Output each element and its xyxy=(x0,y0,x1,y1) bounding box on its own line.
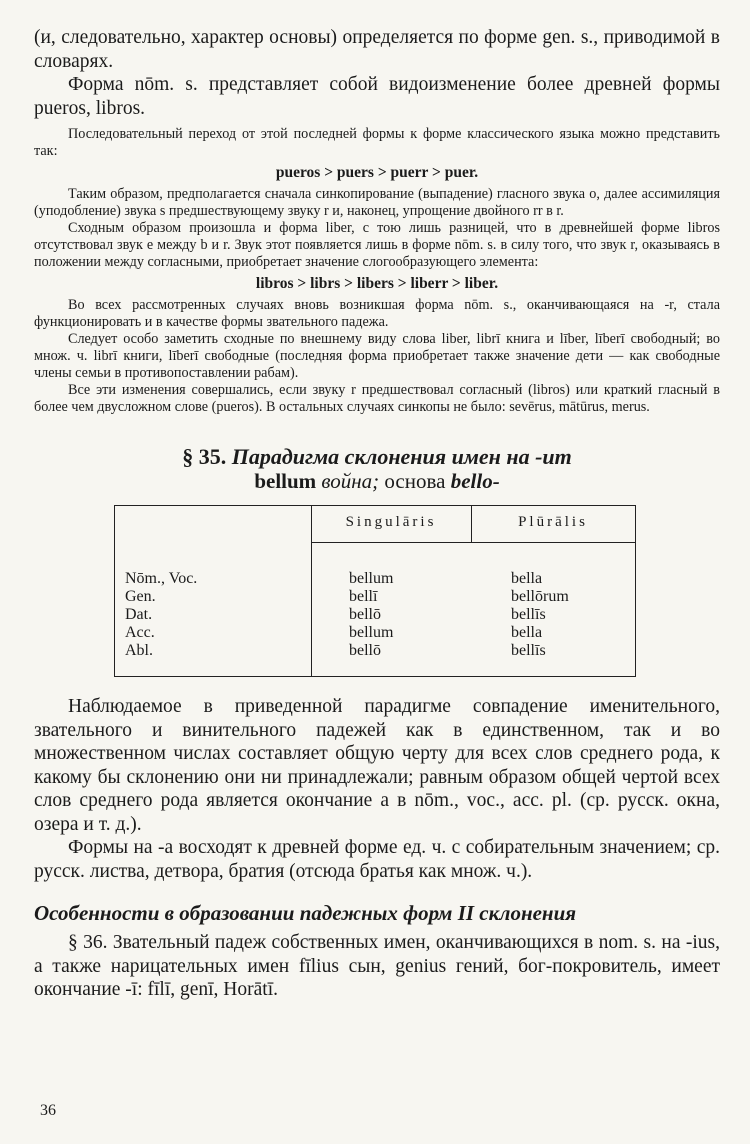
page-number: 36 xyxy=(40,1102,56,1119)
case-column xyxy=(125,570,197,660)
singular-column xyxy=(349,570,393,660)
paradigm-table xyxy=(114,505,636,677)
plural-form: bellōrum xyxy=(511,588,569,605)
plural-form: bellīs xyxy=(511,642,546,659)
section-35-stem-label: основа xyxy=(384,469,446,493)
section-35-gloss: война; xyxy=(321,469,380,493)
plural-form: bella xyxy=(511,570,543,587)
case-label: Abl. xyxy=(125,642,153,659)
singular-form: bellum xyxy=(349,624,394,641)
section-35-stem: bello- xyxy=(450,469,500,493)
header-singularis: Singulāris xyxy=(345,514,437,530)
paragraph-36: § 36. Звательный падеж собственных имен, оканчивающихся в nom. s. на -ius, а также нарицательных имен fīlius сын, genius гений, бог-покровитель, имеет окончание -ī: fīlī, genī, Horātī. xyxy=(34,932,720,1000)
paragraph-8: Все эти изменения совершались, если звуку r предшествовал согласный (libros) или краткий гласный в более чем двусложном слове (pueros). В остальных случаях синкопы не было: sevērus, mātūrus, merus. xyxy=(34,382,720,415)
singular-form: bellī xyxy=(349,588,378,605)
section-35-heading xyxy=(34,444,720,469)
paragraph-7: Следует особо заметить сходные по внешнему виду слова liber, librī книга и līber, līberī свободный; во множ. ч. librī книги, līberī свободные (последняя форма приобретает также значение дети — как свободные члены семьи в противопоставлении рабам). xyxy=(34,331,720,381)
page-body xyxy=(34,26,720,1002)
plural-form: bellīs xyxy=(511,606,546,623)
section-heading-ii-declension: Особенности в образовании падежных форм II склонения xyxy=(34,901,577,925)
paragraph-6: Во всех рассмотренных случаях вновь возникшая форма nōm. s., оканчивающаяся на -r, стала функционировать и в качестве формы звательного падежа. xyxy=(34,297,720,330)
formula-pueros: pueros > puers > puerr > puer. xyxy=(275,164,479,181)
case-label: Dat. xyxy=(125,606,153,623)
paragraph-4: Таким образом, предполагается сначала синкопирование (выпадение) гласного звука o, далее ассимиляция (уподобление) звука s предшествующему звуку r и, наконец, упрощение двойного rr в r. xyxy=(34,186,720,219)
section-35-number: § 35. xyxy=(182,444,227,469)
section-35-subtitle xyxy=(34,469,720,493)
singular-form: bellum xyxy=(349,570,394,587)
paragraph-9: Наблюдаемое в приведенной парадигме совпадение именительного, звательного и винительного падежей как в единственном, так и во множественном числах составляет общую черту для всех слов среднего рода, к какому бы склонению они ни принадлежали; равным образом общей чертой всех слов среднего рода является окончание a в nōm., voc., acc. pl. (ср. русск. окна, озера и т. д.). xyxy=(34,696,720,835)
singular-form: bellō xyxy=(349,606,381,623)
paragraph-3: Последовательный переход от этой последней формы к форме классического языка можно представить так: xyxy=(34,126,720,159)
section-35-title: Парадигма склонения имен на -um xyxy=(231,444,572,469)
paragraph-5: Сходным образом произошла и форма liber, с тою лишь разницей, что в древнейшей форме libros отсутствовал звук e между b и r. Звук этот появляется лишь в форме nōm. s. в силу того, что звук r, оказываясь в положении между согласными, приобретает значение слогообразующего элемента: xyxy=(34,220,720,270)
header-pluralis: Plūrālis xyxy=(518,514,588,530)
case-label: Gen. xyxy=(125,588,156,605)
case-label: Acc. xyxy=(125,624,155,641)
plural-column xyxy=(511,570,569,660)
section-35-word: bellum xyxy=(254,469,317,493)
plural-form: bella xyxy=(511,624,543,641)
case-label: Nōm., Voc. xyxy=(125,570,198,587)
singular-form: bellō xyxy=(349,642,381,659)
paragraph-1: (и, следовательно, характер основы) определяется по форме gen. s., приводимой в словарях. xyxy=(34,27,720,72)
paragraph-2: Форма nōm. s. представляет собой видоизменение более древней формы pueros, libros. xyxy=(34,74,720,119)
formula-libros: libros > librs > libers > liberr > liber. xyxy=(255,275,499,292)
paragraph-10: Формы на -a восходят к древней форме ед. ч. с собирательным значением; ср. русск. листва, детвора, братия (отсюда братья как множ. ч.). xyxy=(34,837,720,882)
